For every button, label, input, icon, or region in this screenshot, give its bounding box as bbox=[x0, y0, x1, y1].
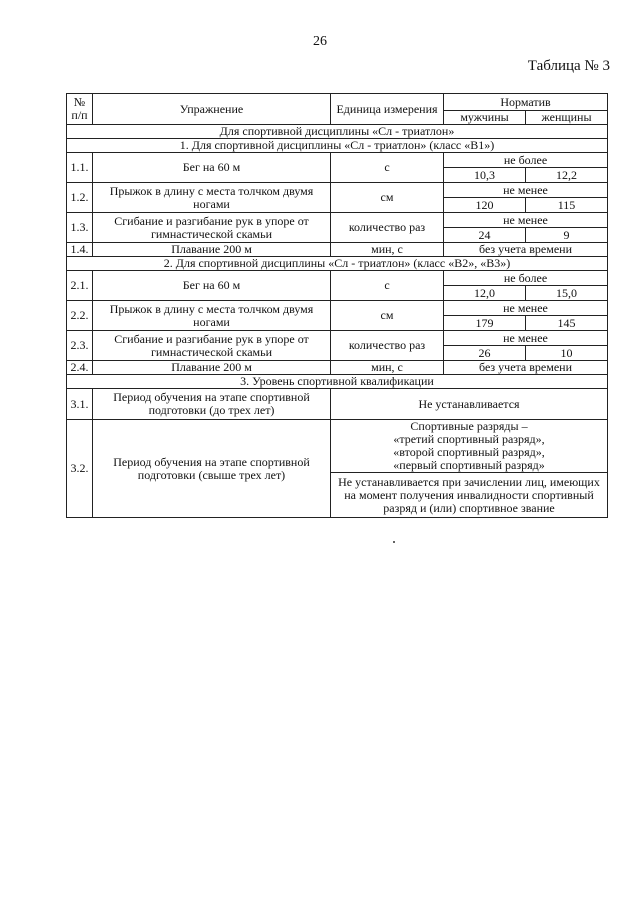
row-qualifier: не более bbox=[444, 271, 608, 286]
table-row bbox=[67, 243, 608, 257]
row-men: 120 bbox=[444, 198, 526, 213]
row-exercise: Бег на 60 м bbox=[93, 153, 331, 183]
section2-title-row bbox=[67, 257, 608, 271]
table-row bbox=[67, 420, 608, 473]
table-row bbox=[67, 361, 608, 375]
row-men: 26 bbox=[444, 346, 526, 361]
row-value: без учета времени bbox=[444, 361, 608, 375]
row-exercise: Бег на 60 м bbox=[93, 271, 331, 301]
row-unit: см bbox=[331, 183, 444, 213]
row-women: 9 bbox=[526, 228, 608, 243]
discipline-title-row bbox=[67, 125, 608, 139]
header-women: женщины bbox=[526, 111, 608, 125]
row-women: 12,2 bbox=[526, 168, 608, 183]
row-num: 2.4. bbox=[67, 361, 93, 375]
header-num: № п/п bbox=[67, 94, 93, 125]
header-unit: Единица измерения bbox=[331, 94, 444, 125]
rank-third: «третий спортивный разряд», bbox=[393, 432, 545, 446]
header-exercise: Упражнение bbox=[93, 94, 331, 125]
row-women: 115 bbox=[526, 198, 608, 213]
row-unit: мин, с bbox=[331, 243, 444, 257]
row-unit: с bbox=[331, 271, 444, 301]
row-value: Не устанавливается bbox=[331, 389, 608, 420]
row-qualifier: не менее bbox=[444, 331, 608, 346]
row-qualifier: не менее bbox=[444, 301, 608, 316]
row-num: 3.1. bbox=[67, 389, 93, 420]
row-num: 1.3. bbox=[67, 213, 93, 243]
row-num: 2.3. bbox=[67, 331, 93, 361]
row-period: Период обучения на этапе спортивной подготовки (до трех лет) bbox=[93, 389, 331, 420]
rank-note: Не устанавливается при зачислении лиц, имеющих на момент получения инвалидности спортивный разряд и (или) спортивное звание bbox=[331, 473, 608, 518]
norms-table bbox=[66, 93, 608, 518]
row-men: 179 bbox=[444, 316, 526, 331]
ranks-title: Спортивные разряды – bbox=[410, 419, 528, 433]
table-row bbox=[67, 271, 608, 286]
row-men: 24 bbox=[444, 228, 526, 243]
row-unit: мин, с bbox=[331, 361, 444, 375]
row-qualifier: не менее bbox=[444, 213, 608, 228]
row-exercise: Прыжок в длину с места толчком двумя ногами bbox=[93, 301, 331, 331]
row-period: Период обучения на этапе спортивной подготовки (свыше трех лет) bbox=[93, 420, 331, 518]
table-row bbox=[67, 331, 608, 346]
row-women: 145 bbox=[526, 316, 608, 331]
table-row bbox=[67, 301, 608, 316]
row-women: 10 bbox=[526, 346, 608, 361]
header-norm: Норматив bbox=[444, 94, 608, 111]
table-header-row bbox=[67, 94, 608, 111]
rank-first: «первый спортивный разряд» bbox=[393, 458, 545, 472]
row-num: 1.1. bbox=[67, 153, 93, 183]
row-num: 1.2. bbox=[67, 183, 93, 213]
table-row bbox=[67, 213, 608, 228]
page-number: 26 bbox=[313, 34, 327, 49]
table-caption: Таблица № 3 bbox=[527, 58, 610, 74]
row-exercise: Прыжок в длину с места толчком двумя ногами bbox=[93, 183, 331, 213]
section2-title: 2. Для спортивной дисциплины «Сл - триатлон» (класс «В2», «В3») bbox=[67, 257, 608, 271]
header-men: мужчины bbox=[444, 111, 526, 125]
section1-title-row bbox=[67, 139, 608, 153]
section3-title-row bbox=[67, 375, 608, 389]
row-exercise: Сгибание и разгибание рук в упоре от гимнастической скамьи bbox=[93, 331, 331, 361]
row-men: 12,0 bbox=[444, 286, 526, 301]
row-unit: количество раз bbox=[331, 331, 444, 361]
row-num: 2.2. bbox=[67, 301, 93, 331]
sport-ranks-cell bbox=[331, 420, 608, 473]
row-exercise: Сгибание и разгибание рук в упоре от гимнастической скамьи bbox=[93, 213, 331, 243]
scan-dot bbox=[393, 541, 395, 543]
discipline-title: Для спортивной дисциплины «Сл - триатлон» bbox=[67, 125, 608, 139]
table-row bbox=[67, 183, 608, 198]
section3-title: 3. Уровень спортивной квалификации bbox=[67, 375, 608, 389]
row-unit: количество раз bbox=[331, 213, 444, 243]
rank-second: «второй спортивный разряд», bbox=[393, 445, 545, 459]
row-value: без учета времени bbox=[444, 243, 608, 257]
row-men: 10,3 bbox=[444, 168, 526, 183]
row-qualifier: не менее bbox=[444, 183, 608, 198]
table-row bbox=[67, 389, 608, 420]
row-women: 15,0 bbox=[526, 286, 608, 301]
row-qualifier: не более bbox=[444, 153, 608, 168]
section1-title: 1. Для спортивной дисциплины «Сл - триатлон» (класс «В1») bbox=[67, 139, 608, 153]
row-num: 3.2. bbox=[67, 420, 93, 518]
row-unit: см bbox=[331, 301, 444, 331]
table-row bbox=[67, 153, 608, 168]
row-exercise: Плавание 200 м bbox=[93, 361, 331, 375]
row-unit: с bbox=[331, 153, 444, 183]
row-exercise: Плавание 200 м bbox=[93, 243, 331, 257]
row-num: 2.1. bbox=[67, 271, 93, 301]
row-num: 1.4. bbox=[67, 243, 93, 257]
